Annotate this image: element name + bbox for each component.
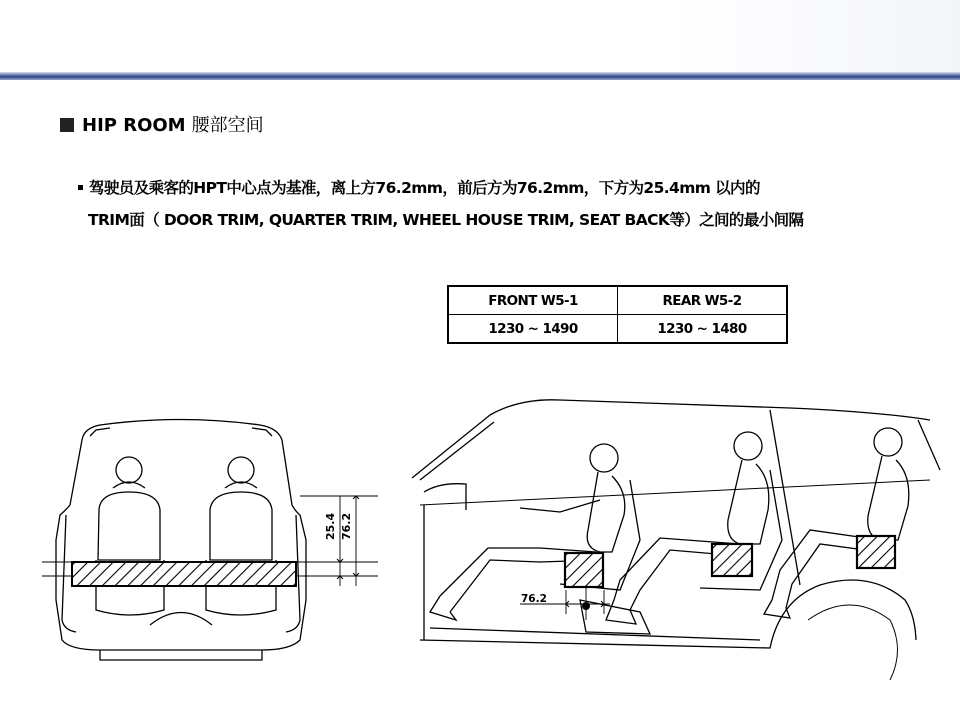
third-row-hip-room-zone [857,536,895,568]
side-dim-76-2-label: 76.2 [521,593,547,605]
front-dim-25-4-label: 25.4 [324,512,337,540]
spec-header-front: FRONT W5-1 [448,286,618,315]
heading-en: HIP ROOM [82,115,186,136]
description-line-1-text: 驾驶员及乘客的HPT中心点为基准，离上方76.2mm，前后方为76.2mm，下方为25.4mm 以内的 [89,179,760,197]
description-line-2: TRIM面（ DOOR TRIM, QUARTER TRIM, WHEEL HOUSE TRIM, SEAT BACK等）之间的最小间隔 [88,211,804,229]
hpt-point-marker [582,602,590,610]
driver-hip-room-zone [565,553,603,587]
heading-zh: 腰部空间 [191,115,264,136]
spec-header-rear: REAR W5-2 [618,286,788,315]
second-row-hip-room-zone [712,544,752,576]
spec-value-front: 1230 ~ 1490 [448,315,618,344]
spec-value-rear: 1230 ~ 1480 [618,315,788,344]
front-dim-76-2-label: 76.2 [340,512,353,540]
front-hip-room-zone [72,562,296,586]
